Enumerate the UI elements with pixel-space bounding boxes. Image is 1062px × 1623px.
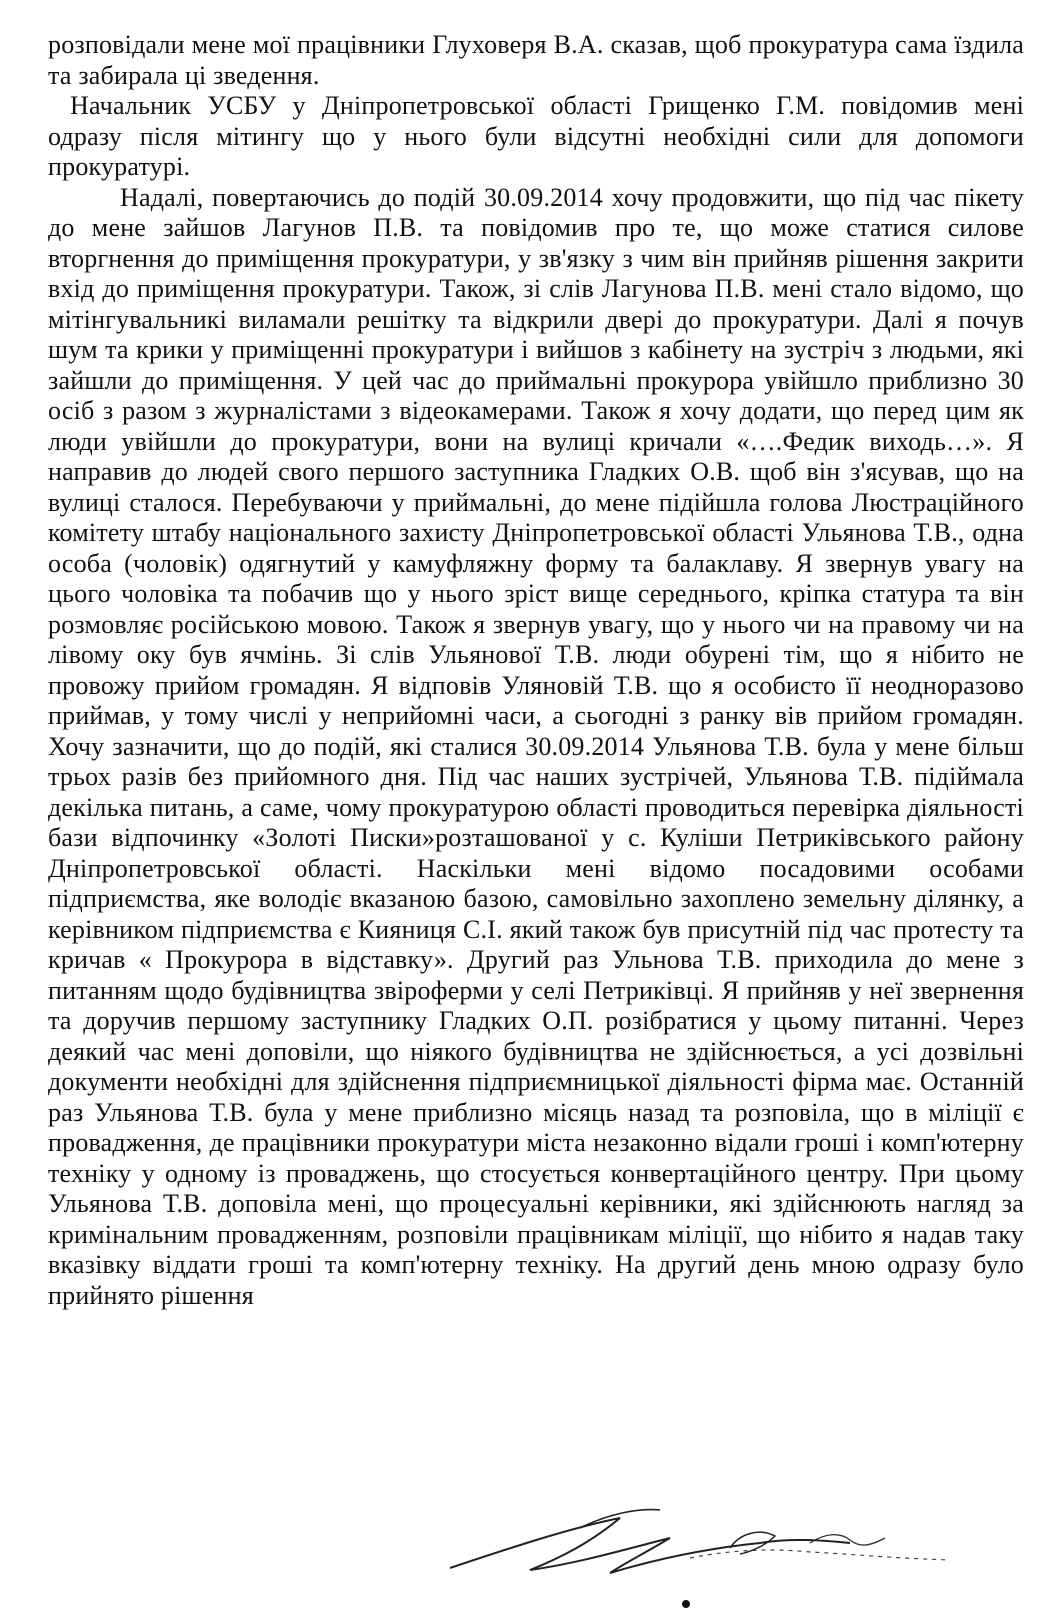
handwritten-signature	[430, 1488, 1030, 1598]
paragraph-events: Надалі, повертаючись до подій 30.09.2014 хочу продовжити, що під час пікету до мене зайшов Лагунов П.В. та повідомив про те, що може статися силове вторгнення до приміщення прокуратури, у зв'язку з чим він прийняв рішення закрити вхід до приміщення прокуратури. Також, зі слів Лагунова П.В. мені стало відомо, що мітінгувальникі виламали решітку та відкрили двері до прокуратури. Далі я почув шум та крики у приміщенні прокуратури і вийшов з кабінету на зустріч з людьми, які зайшли до приміщення. У цей час до приймальні прокурора увійшло приблизно 30 осіб з разом з журналістами з відеокамерами. Також я хочу додати, що перед цим як люди увійшли до прокуратури, вони на вулиці кричали «….Федик виходь…». Я направив до людей свого першого заступника Гладких О.В. щоб він з'ясував, що на вулиці сталося. Перебуваючи у приймальні, до мене підійшла голова Люстраційного комітету штабу національного захисту Дніпропетровської області Ульянова Т.В., одна особа (чоловік) одягнутий у камуфляжну форму та балаклаву. Я звернув увагу на цього чоловіка та побачив що у нього зріст вище середнього, кріпка статура та він розмовляє російською мовою. Також я звернув увагу, що у нього чи на правому чи на лівому оку був ячмінь. Зі слів Ульянової Т.В. люди обурені тім, що я нібито не провожу прийом громадян. Я відповів Уляновій Т.В. що я особисто її неодноразово приймав, у тому числі у неприйомні часи, а сьогодні з ранку вів прийом громадян. Хочу зазначити, що до подій, які сталися 30.09.2014 Ульянова Т.В. була у мене більш трьох разів без прийомного дня. Під час наших зустрічей, Ульянова Т.В. підіймала декілька питань, а саме, чому прокуратурою області проводиться перевірка діяльності бази відпочинку «Золоті Писки»розташованої у с. Куліши Петриківського району Дніпропетровської області. Наскільки мені відомо посадовими особами підприємства, яке володіє вказаною базою, самовільно захоплено земельну ділянку, а керівником підприємства є Кияниця С.І. який також був присутній під час протесту та кричав « Прокурора в відставку». Другий раз Ульнова Т.В. приходила до мене з питанням щодо будівництва звіроферми у селі Петриківці. Я прийняв у неї звернення та доручив першому заступнику Гладких О.П. розібратися у цьому питанні. Через деякий час мені доповіли, що ніякого будівництва не здійснюється, а усі дозвільні документи необхідні для здійснення підприємницької діяльності фірма має. Останній раз Ульянова Т.В. була у мене приблизно місяць назад та розповіла, що в міліції є провадження, де працівники прокуратури міста незаконно відали гроші і комп'ютерну техніку у одному із проваджень, що стосується конвертаційного центру. При цьому Ульянова Т.В. доповіла мені, що процесуальні керівники, які здійснюють нагляд за кримінальним провадженням, розповіли працівникам міліції, що нібито я надав таку вказівку віддати гроші та комп'ютерну техніку. На другий день мною одразу було прийнято рішення	[48, 182, 1024, 1310]
ink-dot	[682, 1600, 690, 1608]
paragraph-usbu: Начальник УСБУ у Дніпропетровської області Грищенко Г.М. повідомив мені одразу після мітингу що у нього були відсутні необхідні сили для допомоги прокуратурі.	[48, 91, 1024, 181]
paragraph-continuation: розповідали мене мої працівники Глуховеря В.А. сказав, щоб прокуратура сама їздила та забирала ці зведення.	[48, 30, 1024, 90]
document-body	[48, 30, 1024, 1311]
